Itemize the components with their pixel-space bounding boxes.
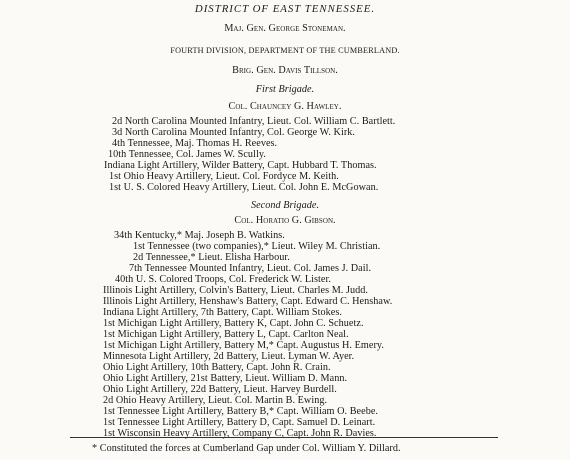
unit-entry: 2d Ohio Heavy Artillery, Lieut. Col. Martin B. Ewing. (103, 395, 328, 406)
first-brigade-commander: Col. Chauncey G. Hawley. (228, 101, 342, 112)
unit-entry: Indiana Light Artillery, Wilder Battery, Capt. Hubbard T. Thomas. (104, 160, 377, 171)
unit-entry: Minnesota Light Artillery, 2d Battery, Lieut. Lyman W. Ayer. (103, 351, 355, 362)
unit-entry: 1st Michigan Light Artillery, Battery M,* Capt. Augustus H. Emery. (103, 340, 384, 351)
unit-entry: 2d North Carolina Mounted Infantry, Lieut. Col. William C. Bartlett. (112, 116, 396, 127)
unit-entry: 1st Tennessee Light Artillery, Battery D, Capt. Samuel D. Leinart. (103, 417, 376, 428)
unit-entry: 1st Tennessee Light Artillery, Battery B,* Capt. William O. Beebe. (103, 406, 379, 417)
footnote-divider (70, 437, 498, 438)
unit-entry: 1st Michigan Light Artillery, Battery L, Capt. Carlton Neal. (103, 329, 349, 340)
unit-entry: 1st U. S. Colored Heavy Artillery, Lieut. Col. John E. McGowan. (109, 182, 379, 193)
second-brigade-heading: Second Brigade. (250, 200, 320, 211)
unit-entry: 3d North Carolina Mounted Infantry, Col. George W. Kirk. (112, 127, 356, 138)
unit-entry: 40th U. S. Colored Troops, Col. Frederick W. Lister. (115, 274, 331, 285)
unit-entry: 1st Michigan Light Artillery, Battery K, Capt. John C. Schuetz. (103, 318, 364, 329)
district-heading: DISTRICT OF EAST TENNESSEE. (194, 3, 376, 15)
unit-entry: 10th Tennessee, Col. James W. Scully. (108, 149, 266, 160)
second-brigade-commander: Col. Horatio G. Gibson. (234, 215, 336, 226)
unit-entry: 2d Tennessee,* Lieut. Elisha Harbour. (133, 252, 290, 263)
unit-entry: Indiana Light Artillery, 7th Battery, Capt. William Stokes. (103, 307, 342, 318)
unit-entry: Ohio Light Artillery, 21st Battery, Lieut. William D. Mann. (103, 373, 348, 384)
unit-entry: Illinois Light Artillery, Henshaw's Battery, Capt. Edward C. Henshaw. (103, 296, 393, 307)
department-commander: Maj. Gen. George Stoneman. (224, 23, 346, 34)
unit-entry: 7th Tennessee Mounted Infantry, Lieut. Col. James J. Dail. (129, 263, 372, 274)
unit-entry: 1st Ohio Heavy Artillery, Lieut. Col. Fordyce M. Keith. (109, 171, 339, 182)
division-heading: FOURTH DIVISION, DEPARTMENT OF THE CUMBERLAND. (170, 46, 400, 55)
unit-entry: Ohio Light Artillery, 10th Battery, Capt. John R. Crain. (103, 362, 331, 373)
unit-entry: 4th Tennessee, Maj. Thomas H. Reeves. (112, 138, 278, 149)
unit-entry: 34th Kentucky,* Maj. Joseph B. Watkins. (114, 230, 285, 241)
footnote: * Constituted the forces at Cumberland Gap under Col. William Y. Dillard. (92, 443, 401, 454)
first-brigade-heading: First Brigade. (255, 84, 315, 95)
unit-entry: 1st Wisconsin Heavy Artillery, Company C, Capt. John R. Davies. (103, 428, 377, 439)
unit-entry: 1st Tennessee (two companies),* Lieut. Wiley M. Christian. (133, 241, 381, 252)
unit-entry: Illinois Light Artillery, Colvin's Battery, Lieut. Charles M. Judd. (103, 285, 369, 296)
unit-entry: Ohio Light Artillery, 22d Battery, Lieut. Harvey Burdell. (103, 384, 337, 395)
division-commander: Brig. Gen. Davis Tillson. (232, 65, 338, 76)
